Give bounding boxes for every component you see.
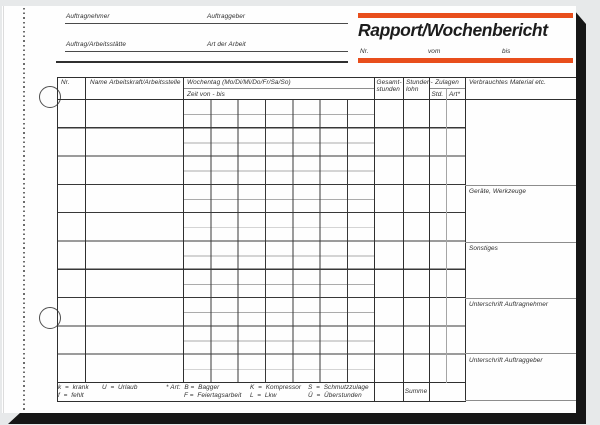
legend-feiertagsarbeit: F = Feiertagsarbeit: [184, 391, 242, 399]
legend-art-bagger: * Art: B = Bagger: [166, 383, 220, 391]
header-nr: Nr.: [61, 79, 70, 86]
header-art: Art*: [449, 90, 461, 98]
col-divider-name-days: [183, 77, 184, 383]
header-gesamtstunden-line2: stunden: [376, 86, 400, 93]
header-zeit-von-bis: Zeit von - bis: [187, 90, 225, 98]
header-wochentag: Wochentag (Mo/Di/Mi/Do/Fr/Sa/So): [187, 79, 291, 86]
col-divider-days-gesamt: [374, 77, 375, 402]
legend-urlaub: U = Urlaub: [102, 383, 138, 391]
header-zulagen: Zulagen: [435, 79, 459, 86]
side-section-line: [465, 242, 576, 243]
legend-ueberstunden: Ü = Überstunden: [308, 391, 362, 399]
header-std: Std.: [431, 90, 444, 98]
side-geraete-werkzeuge: Geräte, Werkzeuge: [469, 188, 526, 195]
header-stundenlohn-line1: Stunden-: [406, 79, 433, 86]
day-column-lines: [183, 100, 375, 383]
title-nr-label: Nr.: [360, 48, 369, 55]
header-bottom-border: [57, 99, 576, 100]
side-section-line: [465, 298, 576, 299]
header-gesamtstunden: [377, 79, 402, 93]
accent-bar-bottom: [358, 58, 573, 63]
legend-krank: k = krank: [58, 383, 89, 391]
col-divider-gesamt-stunden: [403, 77, 404, 402]
legend-fehlt: f = fehlt: [58, 391, 84, 399]
accent-bar-top: [358, 13, 573, 18]
side-unterschrift-auftragnehmer: Unterschrift Auftragnehmer: [469, 301, 549, 308]
side-unterschrift-auftraggeber: Unterschrift Auftraggeber: [469, 356, 543, 364]
header-material: Verbrauchtes Material etc.: [469, 79, 546, 86]
col-divider-nr-name: [85, 77, 86, 383]
wochentag-subheader-line: [183, 88, 374, 89]
col-divider-stunden-zulagen: [429, 77, 430, 402]
field-underline: [65, 51, 348, 52]
table-top-border: [57, 77, 576, 78]
pad-edge-bottom: [8, 412, 586, 424]
title-vom-label: vom: [428, 48, 441, 55]
auftrag-arbeitsstaette-label: Auftrag/Arbeitsstätte: [66, 40, 126, 48]
auftraggeber-label: Auftraggeber: [207, 12, 246, 20]
legend-schmutzzulage: S = Schmutzzulage: [308, 383, 369, 391]
side-panel-bottom-line: [465, 400, 576, 401]
field-divider-thick: [56, 61, 348, 63]
paper-left-edge: [3, 6, 4, 413]
summe-label: Summe: [404, 388, 428, 395]
header-stundenlohn-line2: lohn: [406, 86, 419, 93]
col-divider-std-art: [446, 88, 447, 383]
legend-lkw: L = Lkw: [250, 391, 277, 399]
title-bis-label: bis: [502, 48, 511, 55]
art-der-arbeit-label: Art der Arbeit: [207, 40, 246, 48]
side-section-line: [465, 185, 576, 186]
table-left-border: [57, 77, 58, 402]
form-title: Rapport/Wochenbericht: [358, 19, 548, 40]
perforation-line: [23, 8, 25, 411]
legend-kompressor: K = Kompressor: [250, 383, 302, 391]
auftragnehmer-label: Auftragnehmer: [66, 12, 110, 20]
header-name: Name Arbeitskraft/Arbeitsstelle: [90, 79, 181, 86]
side-section-line: [465, 353, 576, 354]
side-sonstiges: Sonstiges: [469, 245, 498, 252]
zulagen-subheader-line: [429, 88, 465, 89]
header-gesamtstunden-line1: Gesamt-: [376, 79, 402, 86]
field-underline: [65, 23, 348, 24]
